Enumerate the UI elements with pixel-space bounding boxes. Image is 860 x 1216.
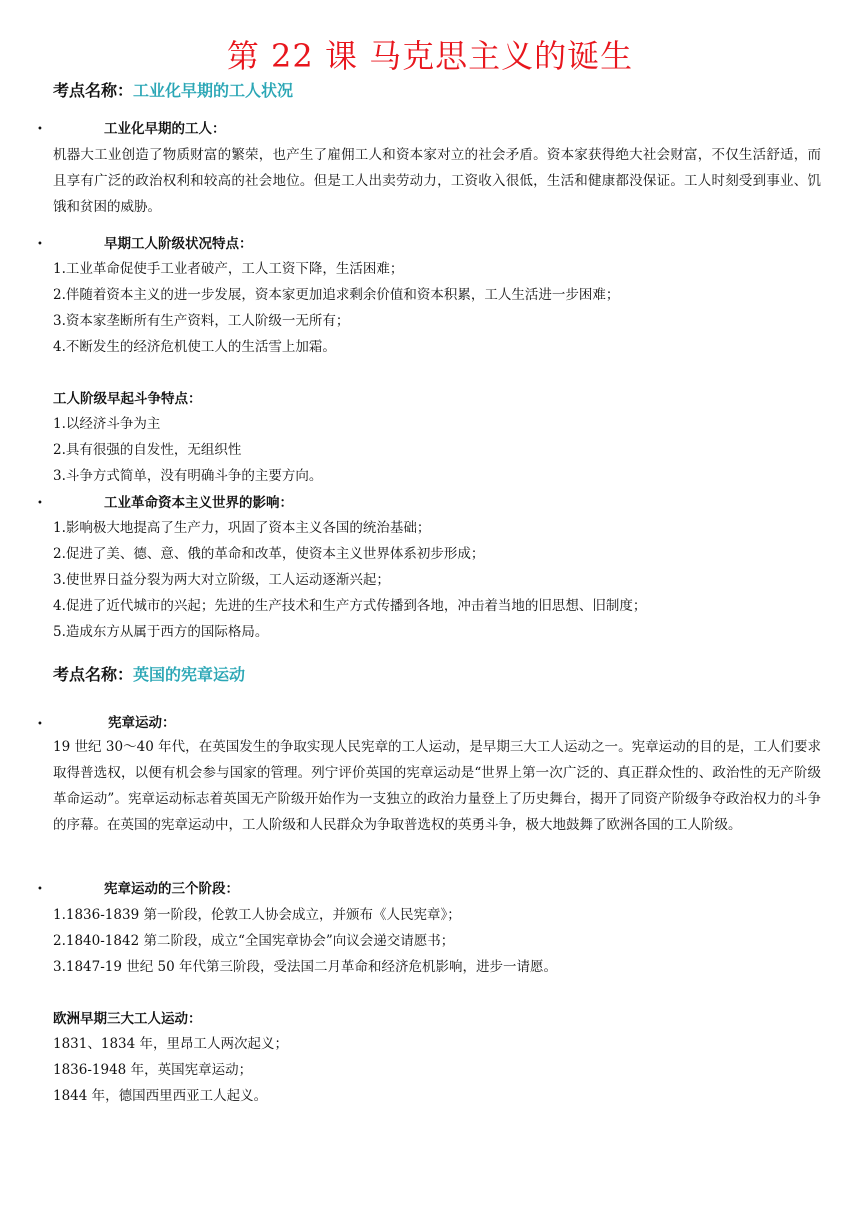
list-item: 5.造成东方从属于西方的国际格局。 (53, 624, 269, 640)
bullet-heading: 宪章运动的三个阶段： (104, 881, 239, 897)
list-item: 3.1847-19 世纪 50 年代第三阶段，受法国二月革命和经济危机影响，进步一请愿。 (53, 959, 558, 975)
list-item: 3.资本家垄断所有生产资料，工人阶级一无所有； (53, 313, 350, 329)
section-topic: 工业化早期的工人状况 (133, 81, 294, 100)
bullet-heading: 宪章运动： (108, 715, 176, 731)
list-item: 2.具有很强的自发性，无组织性 (53, 442, 242, 458)
list-item: 1.影响极大地提高了生产力，巩固了资本主义各国的统治基础； (53, 520, 431, 536)
page-title: 第 22 课 马克思主义的诞生 (226, 37, 634, 75)
section-heading-1 (53, 80, 293, 102)
list-item: 2.促进了美、德、意、俄的革命和改革，使资本主义世界体系初步形成； (53, 546, 485, 562)
bullet-icon: • (37, 498, 43, 509)
list-item: 3.斗争方式简单，没有明确斗争的主要方向。 (53, 468, 323, 484)
list-item: 1836-1948 年，英国宪章运动； (53, 1062, 253, 1078)
list-item: 1844 年，德国西里西亚工人起义。 (53, 1088, 268, 1104)
sub-heading: 欧洲早期三大工人运动： (53, 1011, 202, 1027)
list-item: 1.工业革命促使手工业者破产，工人工资下降，生活困难； (53, 261, 404, 277)
bullet-heading: 早期工人阶级状况特点： (104, 236, 253, 252)
bullet-icon: • (37, 884, 43, 895)
bullet-icon: • (37, 239, 43, 250)
list-item: 2.1840-1842 第二阶段，成立“全国宪章协会”向议会递交请愿书； (53, 933, 455, 949)
list-item: 4.促进了近代城市的兴起；先进的生产技术和生产方式传播到各地，冲击着当地的旧思想、旧制度； (53, 598, 647, 614)
section-topic: 英国的宪章运动 (133, 665, 246, 684)
section-label: 考点名称： (53, 81, 134, 100)
paragraph: 19 世纪 30～40 年代，在英国发生的争取实现人民宪章的工人运动，是早期三大工人运动之一。宪章运动的目的是，工人们要求取得普选权，以便有机会参与国家的管理。列宁评价英国的宪章运动是“世界上第一次广泛的、真正群众性的、政治性的无产阶级革命运动”。宪章运动标志着英国无产阶级开始作为一支独立的政治力量登上了历史舞台，揭开了同资产阶级争夺政治权力的斗争的序幕。在英国的宪章运动中，工人阶级和人民群众为争取普选权的英勇斗争，极大地鼓舞了欧洲各国的工人阶级。 (53, 739, 821, 833)
bullet-heading: 工业革命资本主义世界的影响： (104, 495, 293, 511)
sub-heading: 工人阶级早起斗争特点： (53, 391, 202, 407)
section-heading-2 (53, 664, 245, 686)
list-item: 2.伴随着资本主义的进一步发展，资本家更加追求剩余价值和资本积累，工人生活进一步困难； (53, 287, 620, 303)
list-item: 4.不断发生的经济危机使工人的生活雪上加霜。 (53, 339, 336, 355)
list-item: 1.1836-1839 第一阶段，伦敦工人协会成立，并颁布《人民宪章》； (53, 907, 461, 923)
section-label: 考点名称： (53, 665, 134, 684)
bullet-icon: • (37, 124, 43, 135)
paragraph: 机器大工业创造了物质财富的繁荣，也产生了雇佣工人和资本家对立的社会矛盾。资本家获得绝大社会财富，不仅生活舒适，而且享有广泛的政治权利和较高的社会地位。但是工人出卖劳动力，工资收入很低，生活和健康都没保证。工人时刻受到事业、饥饿和贫困的威胁。 (53, 147, 821, 215)
list-item: 1.以经济斗争为主 (53, 416, 161, 432)
list-item: 3.使世界日益分裂为两大对立阶级，工人运动逐渐兴起； (53, 572, 390, 588)
list-item: 1831、1834 年，里昂工人两次起义； (53, 1036, 289, 1052)
bullet-heading: 工业化早期的工人： (104, 121, 226, 137)
bullet-icon: • (37, 719, 43, 730)
